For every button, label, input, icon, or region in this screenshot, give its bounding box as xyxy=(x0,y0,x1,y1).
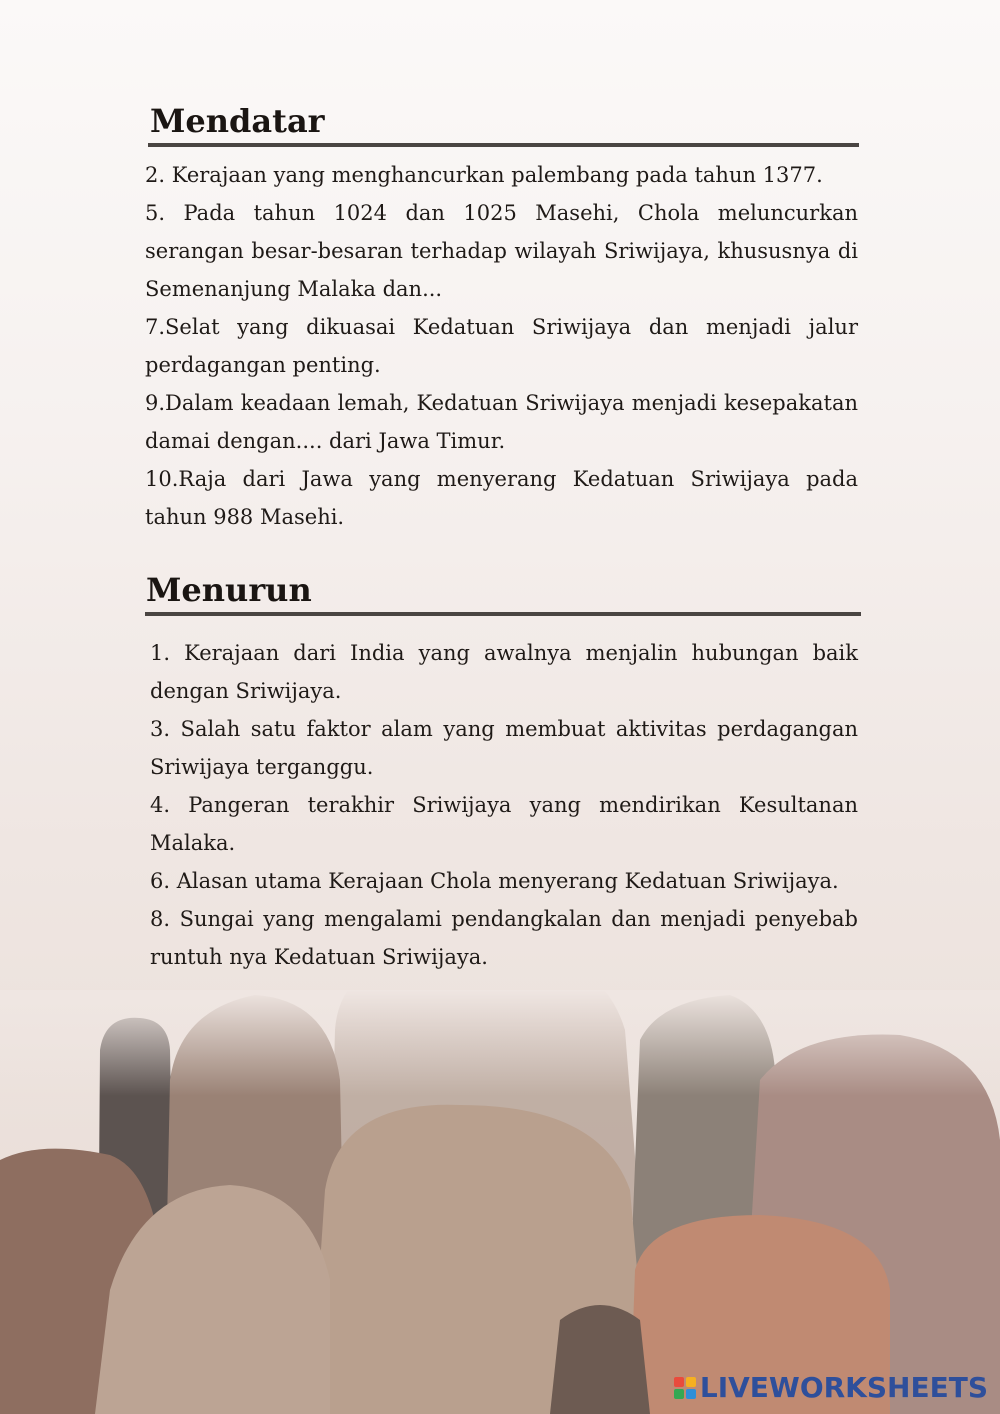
menurun-title: Menurun xyxy=(146,571,312,609)
mendatar-divider xyxy=(148,143,859,147)
menurun-clue-6: 6. Alasan utama Kerajaan Chola menyerang Kedatuan Sriwijaya. xyxy=(150,869,839,893)
liveworksheets-logo-text: LIVEWORKSHEETS xyxy=(699,1371,988,1404)
logo-block-v xyxy=(674,1389,684,1399)
logo-block-l xyxy=(674,1377,684,1387)
stone-inscriptions-illustration xyxy=(0,990,1000,1414)
mendatar-clue-list xyxy=(145,156,858,536)
mendatar-title: Mendatar xyxy=(150,102,325,140)
liveworksheets-logo[interactable] xyxy=(674,1371,988,1404)
menurun-clue-list xyxy=(150,634,858,976)
mendatar-clue-9: 9.Dalam keadaan lemah, Kedatuan Sriwijaya menjadi kesepakatan damai dengan.... dari Jawa Timur. xyxy=(145,391,858,453)
menurun-clue-1: 1. Kerajaan dari India yang awalnya menjalin hubungan baik dengan Sriwijaya. xyxy=(150,641,858,703)
mendatar-clue-2: 2. Kerajaan yang menghancurkan palembang pada tahun 1377. xyxy=(145,163,823,187)
logo-block-i xyxy=(686,1377,696,1387)
menurun-divider xyxy=(145,612,861,616)
menurun-clue-3: 3. Salah satu faktor alam yang membuat aktivitas perdagangan Sriwijaya terganggu. xyxy=(150,717,858,779)
menurun-clue-4: 4. Pangeran terakhir Sriwijaya yang mendirikan Kesultanan Malaka. xyxy=(150,793,858,855)
menurun-clue-8: 8. Sungai yang mengalami pendangkalan dan menjadi penyebab runtuh nya Kedatuan Sriwijaya. xyxy=(150,907,858,969)
mendatar-clue-5: 5. Pada tahun 1024 dan 1025 Masehi, Chola meluncurkan serangan besar-besaran terhadap wilayah Sriwijaya, khususnya di Semenanjung Malaka dan... xyxy=(145,201,858,301)
liveworksheets-logo-icon xyxy=(674,1377,696,1399)
mendatar-clue-7: 7.Selat yang dikuasai Kedatuan Sriwijaya dan menjadi jalur perdagangan penting. xyxy=(145,315,858,377)
mendatar-clue-10: 10.Raja dari Jawa yang menyerang Kedatuan Sriwijaya pada tahun 988 Masehi. xyxy=(145,467,858,529)
logo-block-e xyxy=(686,1389,696,1399)
